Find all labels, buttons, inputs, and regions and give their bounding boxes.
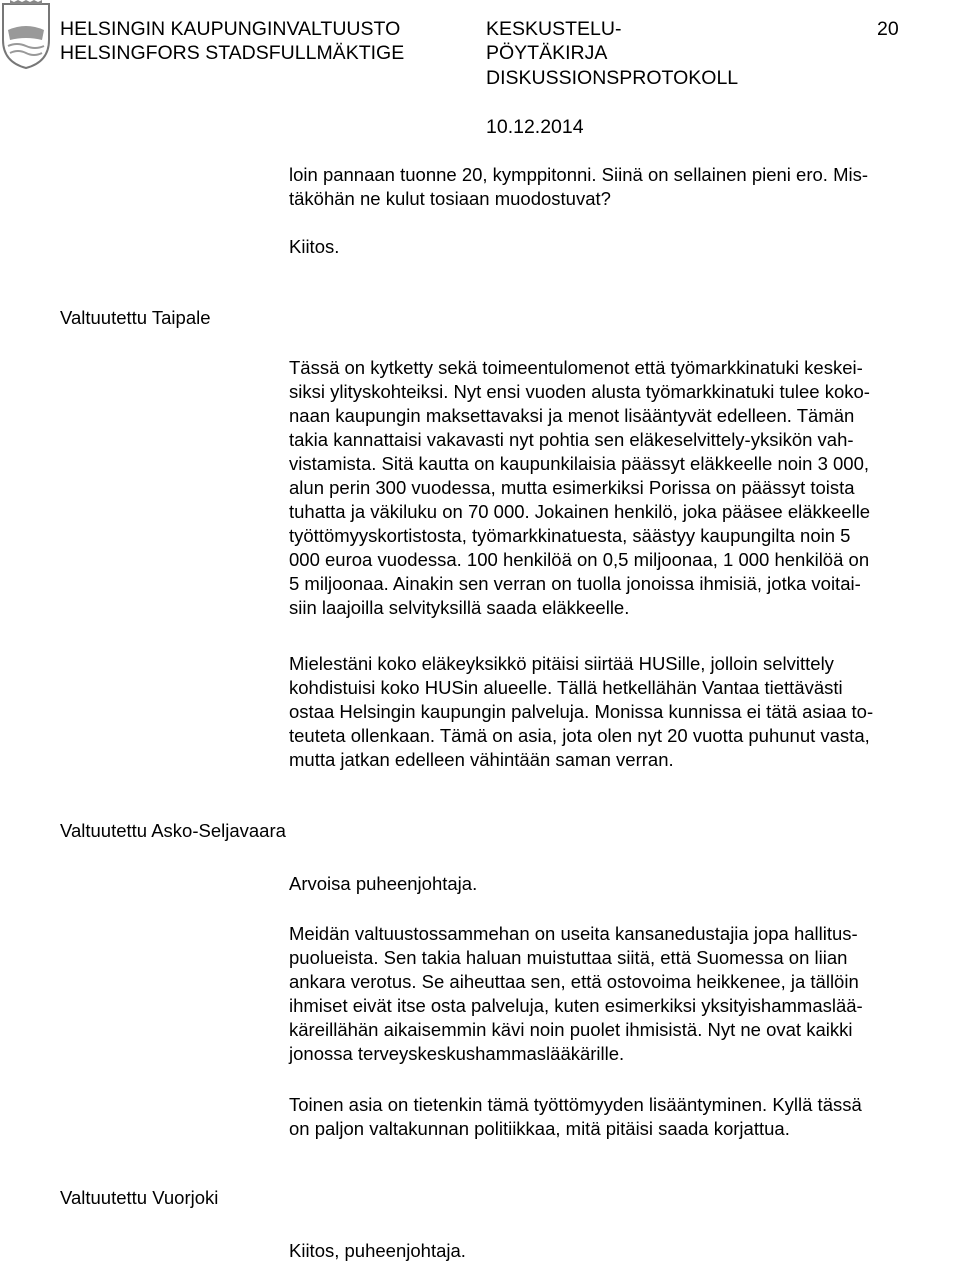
text-line: Kiitos. [289,236,340,257]
speaker-heading: Valtuutettu Taipale [60,307,211,328]
text-line: Arvoisa puheenjohtaja. [289,873,478,894]
text-line: siin laajoilla selvityksillä saada eläkkeelle. [289,597,630,618]
paragraph-4 [289,652,939,772]
text-line: 5 miljoonaa. Ainakin sen verran on tuolla jonoissa ihmisiä, jotka voitai- [289,573,861,594]
helsinki-crest-logo [0,0,52,70]
text-line: siksi ylityskohteiksi. Nyt ensi vuoden alusta työmarkkinatuki tulee koko- [289,381,870,402]
text-line: ankara verotus. Se aiheuttaa sen, että ostovoima heikkenee, ja tällöin [289,971,859,992]
text-line: Kiitos, puheenjohtaja. [289,1240,466,1261]
page-number: 20 [877,18,899,40]
text-line: täköhän ne kulut tosiaan muodostuvat? [289,188,611,209]
text-line: naan kaupungin maksettavaksi ja menot lisääntyvät edelleen. Tämän [289,405,855,426]
doc-type-sv: DISKUSSIONSPROTOKOLL [486,67,739,89]
text-line: on paljon valtakunnan politiikkaa, mitä pitäisi saada korjattua. [289,1118,790,1139]
doc-type-fi-2: PÖYTÄKIRJA [486,42,608,64]
text-line: jonossa terveyskeskushammaslääkärille. [289,1043,625,1064]
text-line: 000 euroa vuodessa. 100 henkilöä on 0,5 miljoonaa, 1 000 henkilöä on [289,549,870,570]
text-line: kohdistuisi koko HUSin alueelle. Tällä hetkellähän Vantaa tiettävästi [289,677,843,698]
text-line: Tässä on kytketty sekä toimeentulomenot että työmarkkinatuki keskei- [289,357,863,378]
document-date: 10.12.2014 [486,116,584,138]
speaker-heading: Valtuutettu Vuorjoki [60,1187,219,1208]
text-line: loin pannaan tuonne 20, kymppitonni. Siinä on sellainen pieni ero. Mis- [289,164,869,185]
org-name-sv: HELSINGFORS STADSFULLMÄKTIGE [60,42,405,64]
text-line: vistamista. Sitä kautta on kaupunkilaisia päässyt eläkkeelle noin 3 000, [289,453,870,474]
org-name-fi: HELSINGIN KAUPUNGINVALTUUSTO [60,18,401,40]
paragraph-1 [289,163,939,211]
text-line: käreillähän aikaisemmin kävi noin puolet ihmisistä. Nyt ne ovat kaikki [289,1019,853,1040]
text-line: ostaa Helsingin kaupungin palveluja. Monissa kunnissa ei tätä asiaa to- [289,701,874,722]
paragraph-3 [289,356,939,620]
text-line: työttömyyskortistosta, työmarkkinatuesta, säästyy kaupungilta noin 5 [289,525,851,546]
text-line: Mielestäni koko eläkeyksikkö pitäisi siirtää HUSille, jolloin selvittely [289,653,834,674]
text-line: takia kannattaisi vakavasti nyt pohtia sen eläkeselvittely-yksikön vah- [289,429,854,450]
text-line: mutta jatkan edelleen vähintään saman verran. [289,749,674,770]
paragraph-8 [289,1239,939,1263]
text-line: Meidän valtuustossammehan on useita kansanedustajia jopa hallitus- [289,923,858,944]
doc-type-fi-1: KESKUSTELU- [486,18,622,40]
text-line: ihmiset eivät itse osta palveluja, kuten esimerkiksi yksityishammaslää- [289,995,863,1016]
text-line: tuhatta ja väkiluku on 70 000. Jokainen henkilö, joka pääsee eläkkeelle [289,501,871,522]
paragraph-6 [289,922,939,1066]
paragraph-7 [289,1093,939,1141]
speaker-heading: Valtuutettu Asko-Seljavaara [60,820,286,841]
text-line: teuteta ollenkaan. Tämä on asia, jota olen nyt 20 vuotta puhunut vasta, [289,725,870,746]
crest-icon [0,0,52,70]
text-line: alun perin 300 vuodessa, mutta esimerkiksi Porissa on päässyt toista [289,477,855,498]
paragraph-5 [289,872,939,896]
paragraph-2 [289,235,939,259]
text-line: puolueista. Sen takia haluan muistuttaa siitä, että Suomessa on liian [289,947,848,968]
text-line: Toinen asia on tietenkin tämä työttömyyden lisääntyminen. Kyllä tässä [289,1094,862,1115]
